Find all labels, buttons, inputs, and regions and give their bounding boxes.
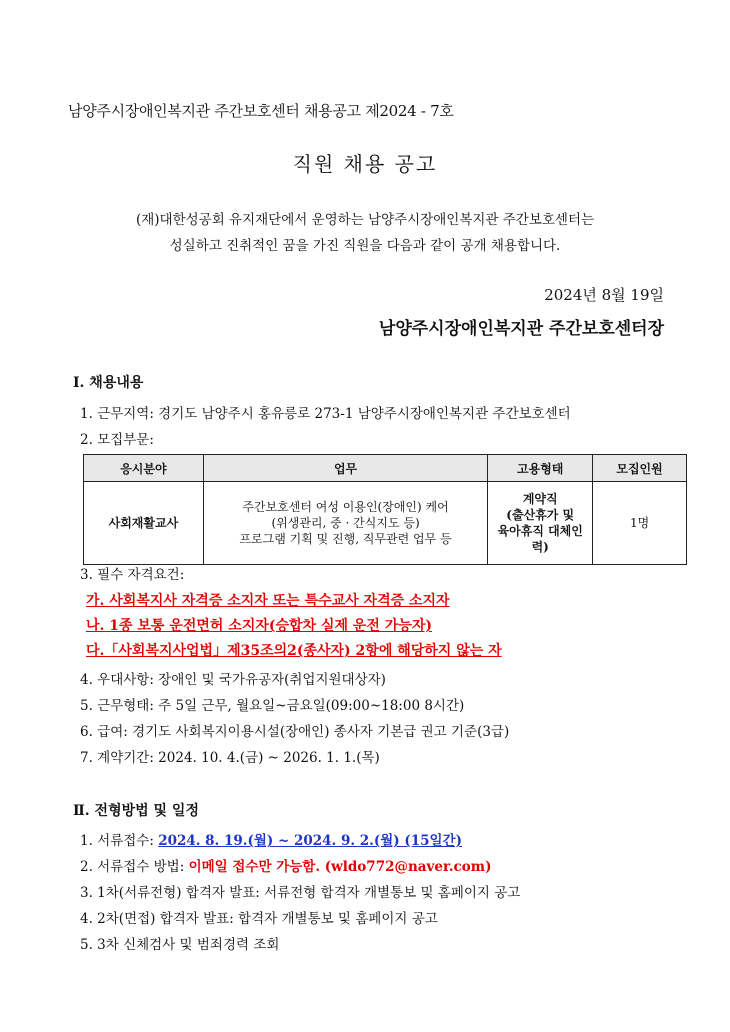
employment-line: 육아휴직 대체인력) bbox=[497, 524, 583, 554]
duty-line: (위생관리, 중 · 간식지도 등) bbox=[271, 516, 420, 530]
issuing-organization: 남양주시장애인복지관 주간보호센터장 bbox=[378, 319, 664, 339]
announcement-number: 남양주시장애인복지관 주간보호센터 채용공고 제2024 - 7호 bbox=[68, 102, 454, 120]
submission-method-value: 이메일 접수만 가능함. (wldo772@naver.com) bbox=[188, 859, 492, 875]
page-title: 직원 채용 공고 bbox=[292, 152, 438, 176]
employment-line: 계약직 bbox=[522, 492, 558, 506]
work-location: 1. 근무지역: 경기도 남양주시 홍유릉로 273-1 남양주시장애인복지관 주간보호센터 bbox=[80, 406, 571, 422]
column-header: 모집인원 bbox=[593, 455, 687, 482]
headcount-cell: 1명 bbox=[593, 482, 687, 565]
submission-method-label: 2. 서류접수 방법: bbox=[80, 859, 189, 875]
salary: 6. 급여: 경기도 사회복지이용시설(장애인) 종사자 기본급 권고 기준(3급) bbox=[80, 724, 510, 740]
submission-label: 1. 서류접수: bbox=[80, 833, 159, 849]
intro-line-1: (재)대한성공회 유지재단에서 운영하는 남양주시장애인복지관 주간보호센터는 bbox=[135, 212, 595, 228]
recruitment-category-label: 2. 모집부문: bbox=[80, 432, 154, 448]
duty-line: 프로그램 기획 및 진행, 직무관련 업무 등 bbox=[239, 532, 452, 546]
announcement-date: 2024년 8월 19일 bbox=[544, 286, 664, 304]
intro-line-2: 성실하고 진취적인 꿈을 가진 직원을 다음과 같이 공개 채용합니다. bbox=[169, 238, 561, 254]
first-round-announcement: 3. 1차(서류전형) 합격자 발표: 서류전형 합격자 개별통보 및 홈페이지 공고 bbox=[80, 885, 521, 901]
section-1-heading: Ⅰ. 채용내용 bbox=[73, 375, 144, 391]
duties-cell bbox=[203, 482, 488, 565]
submission-period: 2024. 8. 19.(월) ~ 2024. 9. 2.(월) (15일간) bbox=[158, 833, 462, 849]
column-header: 고용형태 bbox=[488, 455, 593, 482]
document-submission bbox=[80, 829, 462, 849]
employment-type-cell bbox=[488, 482, 593, 565]
recruitment-table bbox=[83, 454, 687, 565]
table-header-row bbox=[84, 455, 687, 482]
table-row bbox=[84, 482, 687, 565]
submission-method bbox=[80, 855, 491, 875]
third-round-check: 5. 3차 신체검사 및 범죄경력 조회 bbox=[80, 937, 280, 953]
employment-line: (출산휴가 및 bbox=[506, 508, 575, 522]
duty-line: 주간보호센터 여성 이용인(장애인) 케어 bbox=[242, 500, 449, 514]
required-qualifications-label: 3. 필수 자격요건: bbox=[80, 567, 185, 583]
second-round-announcement: 4. 2차(면접) 합격자 발표: 합격자 개별통보 및 홈페이지 공고 bbox=[80, 911, 438, 927]
column-header: 업무 bbox=[203, 455, 488, 482]
section-2-heading: Ⅱ. 전형방법 및 일정 bbox=[73, 803, 199, 819]
field-cell: 사회재활교사 bbox=[84, 482, 204, 565]
contract-period: 7. 계약기간: 2024. 10. 4.(금) ~ 2026. 1. 1.(목) bbox=[80, 750, 380, 766]
column-header: 응시분야 bbox=[84, 455, 204, 482]
preferences: 4. 우대사항: 장애인 및 국가유공자(취업지원대상자) bbox=[80, 672, 386, 688]
qualification-item: 나. 1종 보통 운전면허 소지자(승합차 실제 운전 가능자) bbox=[86, 618, 432, 634]
qualification-item: 다.「사회복지사업법」제35조의2(종사자) 2항에 해당하지 않는 자 bbox=[86, 643, 502, 659]
qualification-item: 가. 사회복지사 자격증 소지자 또는 특수교사 자격증 소지자 bbox=[86, 593, 450, 609]
work-type: 5. 근무형태: 주 5일 근무, 월요일~금요일(09:00~18:00 8시간) bbox=[80, 698, 465, 714]
